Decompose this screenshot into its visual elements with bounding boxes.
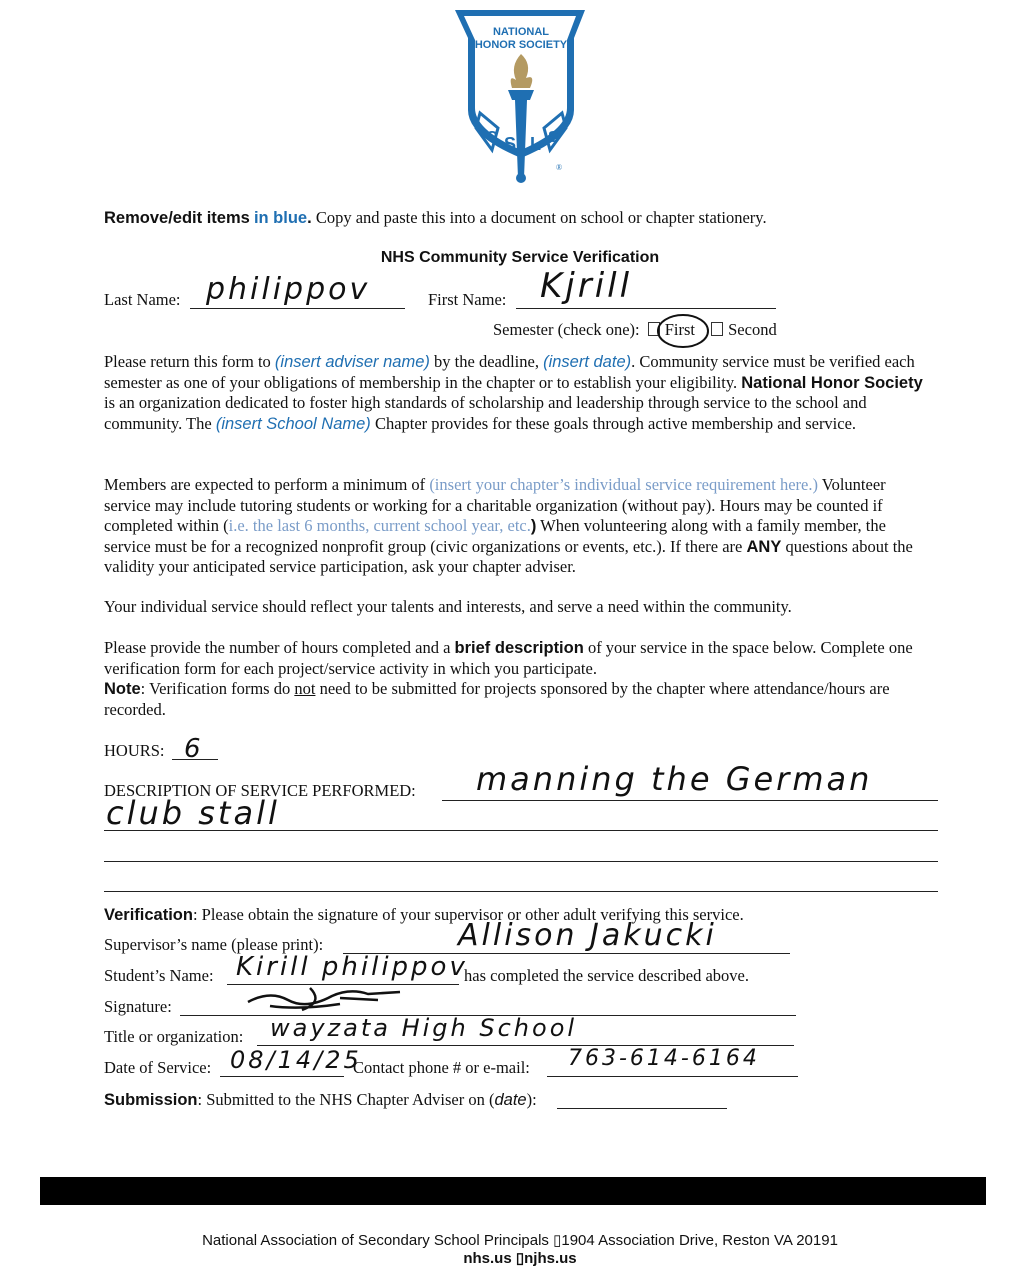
first-semester-circle-mark [655,312,713,352]
verification-text: : Please obtain the signature of your supervisor or other adult verifying this service. [192,905,744,924]
title-org-label: Title or organization: [104,1027,244,1046]
footer-address [0,1231,1034,1249]
logo-letter-s1: S [504,134,517,154]
paragraph-return-instructions [104,352,936,434]
p2-text-c: Volunteer service may include tutoring students or working for a charitable organization (without pay). Hours may be counted if completed within ( [104,475,886,535]
footer-nhs-link[interactable]: nhs.us [463,1250,516,1267]
supervisor-label: Supervisor’s name (please print): [104,935,324,954]
paragraph-interests: Your individual service should reflect your talents and interests, and serve a need within the community. [104,597,792,616]
date-line [220,1076,344,1077]
description-line-1 [442,800,938,801]
p1-text-g: is an organization dedicated to foster high standards of scholarship and leadership through service to the school and community. The [104,393,867,433]
p2-paren: ) [530,517,537,535]
footer-separator-2: ▯ [515,1250,525,1267]
paragraph-description-instructions [104,638,936,720]
p1-date-placeholder: (insert date) [543,353,632,371]
submission-label: Submission [104,1091,198,1109]
instruction-line [104,208,767,228]
p1-text-c: by the deadline, [429,352,544,371]
description-value-line1: manning the German [476,760,873,798]
p2-timeframe-placeholder: i.e. the last 6 months, current school year, etc. [228,516,531,535]
registered-mark: ® [556,163,563,172]
p4-text-e: need to be submitted for projects sponsored by the chapter where attendance/hours are recorded. [104,679,890,719]
contact-line [547,1076,798,1077]
footer-org: National Association of Secondary School Principals [202,1232,554,1249]
form-title: NHS Community Service Verification [380,249,660,266]
title-org-value: wayzata High School [270,1014,578,1042]
p4-note-label: Note [104,680,141,698]
p4-text-d: : Verification forms do [140,679,295,698]
hours-value: 6 [184,734,204,764]
first-name-label: First Name: [428,290,507,309]
footer-websites [0,1249,1034,1267]
submission-line [104,1090,537,1110]
instruction-blue: in blue [253,209,308,227]
logo-text-national: NATIONAL [492,26,550,38]
submission-date-word: date [494,1091,527,1109]
semester-label: Semester (check one): [493,320,640,339]
p1-text-e: . Community service must be verified each semester as one of your obligations of membership in the chapter or to establish your eligibility. [104,352,915,392]
p2-text-h: questions about the validity your anticipated service participation, ask your chapter adviser. [104,536,913,576]
date-value: 08/14/25 [230,1046,362,1074]
footer-njhs-link[interactable]: njhs.us [524,1250,577,1267]
paragraph-requirements [104,475,936,578]
date-label: Date of Service: [104,1058,212,1077]
p4-text-a: Please provide the number of hours completed and a [104,638,455,657]
instruction-rest: Copy and paste this into a document on school or chapter stationery. [315,208,767,227]
footer-street: 1904 Association Drive, Reston VA 20191 [561,1232,838,1249]
logo-letter-c: C [486,129,498,146]
logo-letter-l: L [530,134,541,154]
submission-text-a: : Submitted to the NHS Chapter Adviser on ( [197,1090,495,1109]
semester-row [493,320,777,340]
last-name-line [190,308,405,309]
description-label: DESCRIPTION OF SERVICE PERFORMED: [104,781,416,800]
last-name-value: philippov [206,272,371,307]
student-name-value: Kirill philippov [236,952,468,982]
logo-text-honor-society: HONOR SOCIETY [474,39,568,51]
p1-nhs-bold: National Honor Society [741,373,923,392]
contact-value: 763-614-6164 [568,1046,760,1071]
student-completed-text: has completed the service described above. [464,966,749,985]
verification-label: Verification [104,906,193,924]
p1-text-i: Chapter provides for these goals through active membership and service. [370,413,857,433]
signature-label: Signature: [104,997,172,1016]
supervisor-value: Allison Jakucki [458,918,717,953]
footer-separator: ▯ [553,1232,562,1249]
instruction-bold: Remove/edit items [104,209,250,227]
p4-text-c: of your service in the space below. Complete one verification form for each project/service activity in which you participate. [104,638,913,678]
contact-label: Contact phone # or e-mail: [353,1058,530,1077]
logo-letter-s2: S [548,129,559,146]
p1-adviser-placeholder: (insert adviser name) [274,353,430,371]
student-name-label: Student’s Name: [104,966,214,985]
first-name-value: Kjrill [540,266,633,306]
signature-scribble [240,980,410,1014]
nhs-logo [450,8,592,186]
p4-brief-bold: brief description [454,639,584,657]
p2-requirement-placeholder: (insert your chapter’s individual service requirement here.) [429,475,818,494]
semester-first-label: First [664,320,695,339]
submission-date-line [557,1108,727,1109]
description-line-3 [104,861,938,862]
submission-text-b: ): [526,1090,537,1109]
p2-text-a: Members are expected to perform a minimum of [104,475,430,494]
hours-label: HOURS: [104,741,165,760]
p2-text-f: When volunteering along with a family member, the service must be for a recognized nonprofit group (civic organizations or events, etc.). If there are [104,516,886,556]
p2-any-bold: ANY [746,537,782,556]
last-name-label: Last Name: [104,290,181,309]
description-value-line2: club stall [106,794,280,832]
p1-text-a: Please return this form to [104,352,275,371]
description-line-4 [104,891,938,892]
p4-not-underlined: not [294,679,316,698]
semester-second-label: Second [728,320,777,339]
first-name-line [516,308,776,309]
instruction-period: . [307,209,312,227]
p1-school-placeholder: (insert School Name) [215,414,371,433]
footer-bar [40,1177,986,1205]
